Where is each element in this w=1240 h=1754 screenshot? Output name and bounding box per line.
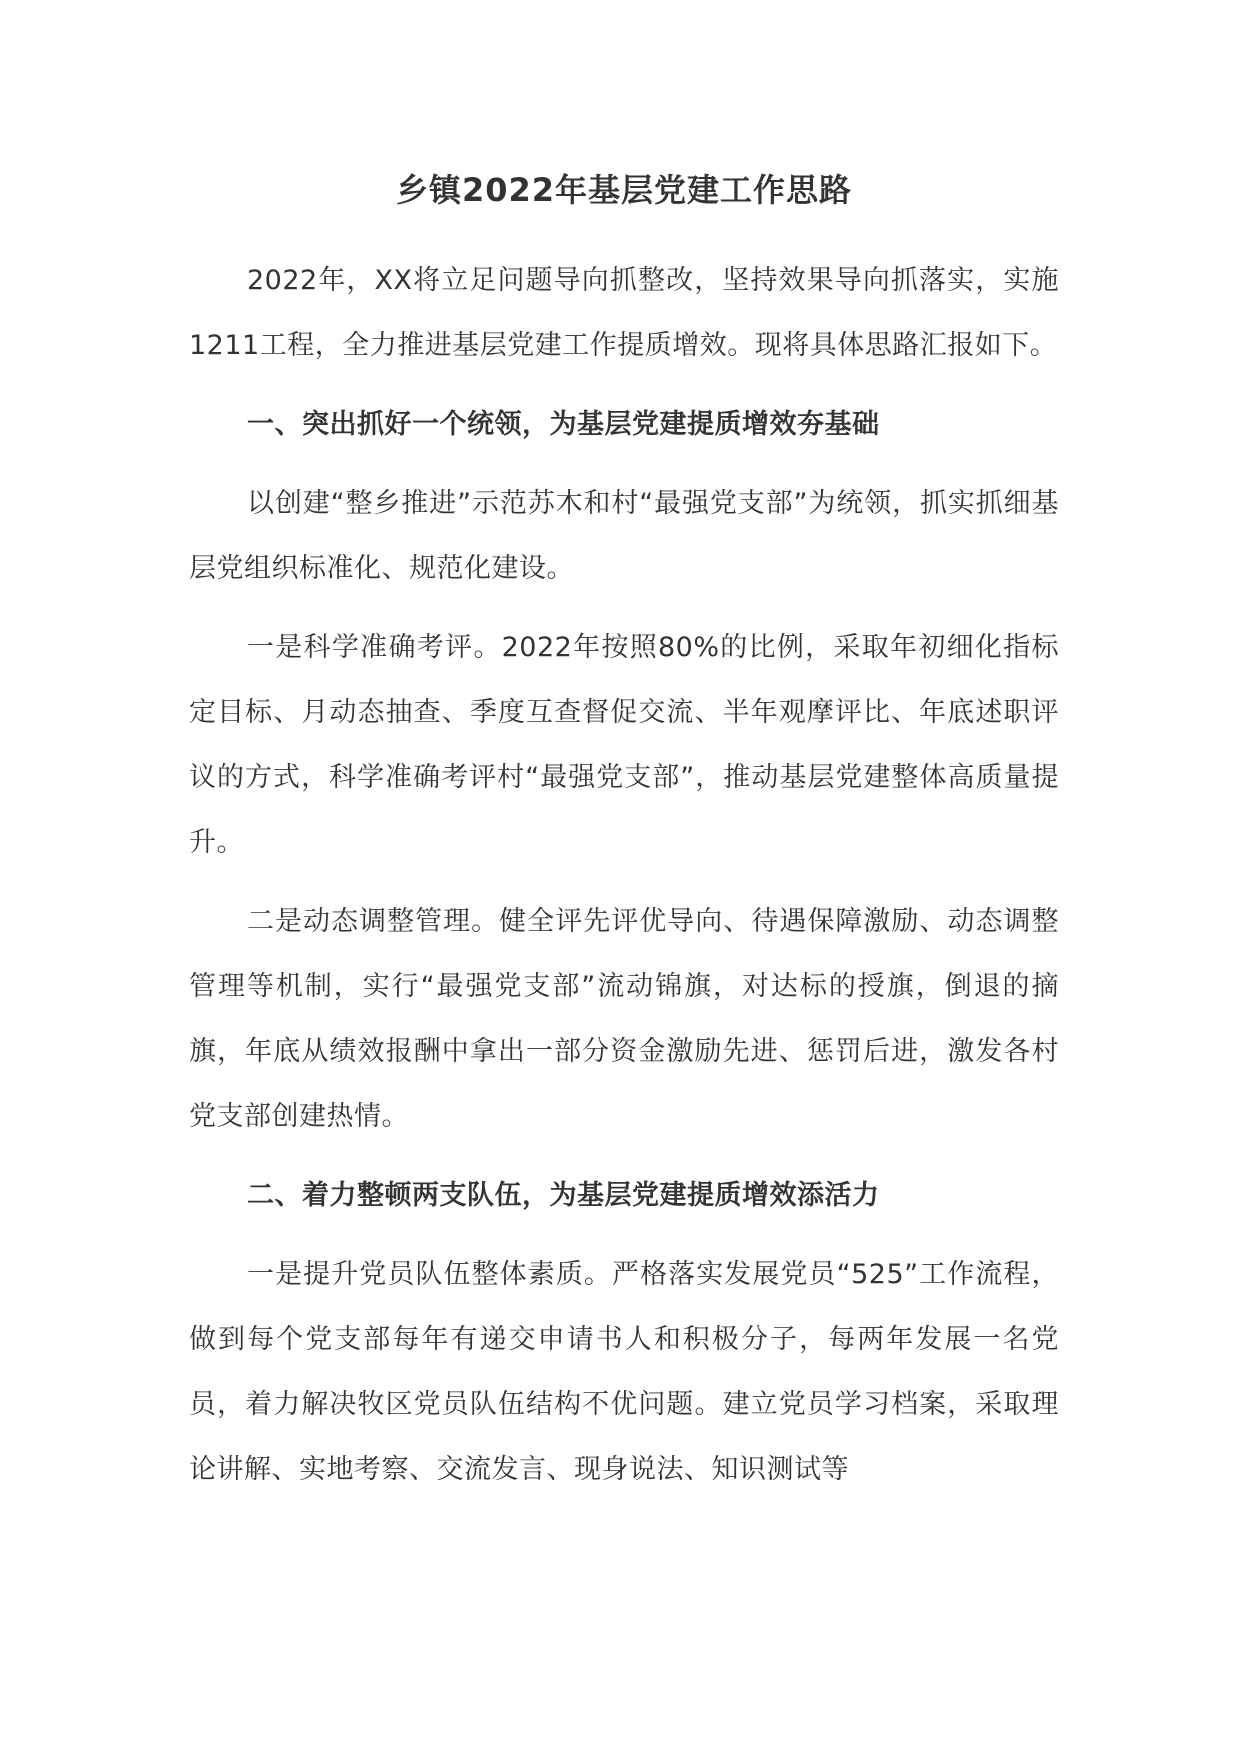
section-heading-2: 二、着力整顿两支队伍，为基层党建提质增效添活力 [247, 1180, 880, 1211]
intro-paragraph: 2022年，XX将立足问题导向抓整改，坚持效果导向抓落实，实施1211工程，全力推进基层党建工作提质增效。现将具体思路汇报如下。 [189, 265, 1059, 361]
section-1-intro-paragraph: 以创建“整乡推进”示范苏木和村“最强党支部”为统领，抓实抓细基层党组织标准化、规范化建设。 [189, 488, 1059, 584]
section-1-point-2-paragraph: 二是动态调整管理。健全评先评优导向、待遇保障激励、动态调整管理等机制，实行“最强党支部”流动锦旗，对达标的授旗，倒退的摘旗，年底从绩效报酬中拿出一部分资金激励先进、惩罚后进，激发各村党支部创建热情。 [189, 906, 1059, 1132]
section-heading-1: 一、突出抓好一个统领，为基层党建提质增效夯基础 [247, 409, 880, 440]
section-1-point-1-paragraph: 一是科学准确考评。2022年按照80%的比例，采取年初细化指标定目标、月动态抽查、季度互查督促交流、半年观摩评比、年底述职评议的方式，科学准确考评村“最强党支部”，推动基层党建整体高质量提升。 [189, 632, 1059, 858]
document-body [189, 168, 1059, 1516]
section-2-point-1-paragraph: 一是提升党员队伍整体素质。严格落实发展党员“525”工作流程，做到每个党支部每年有递交申请书人和积极分子，每两年发展一名党员，着力解决牧区党员队伍结构不优问题。建立党员学习档案，采取理论讲解、实地考察、交流发言、现身说法、知识测试等 [189, 1259, 1059, 1485]
document-title: 乡镇2022年基层党建工作思路 [395, 171, 853, 209]
